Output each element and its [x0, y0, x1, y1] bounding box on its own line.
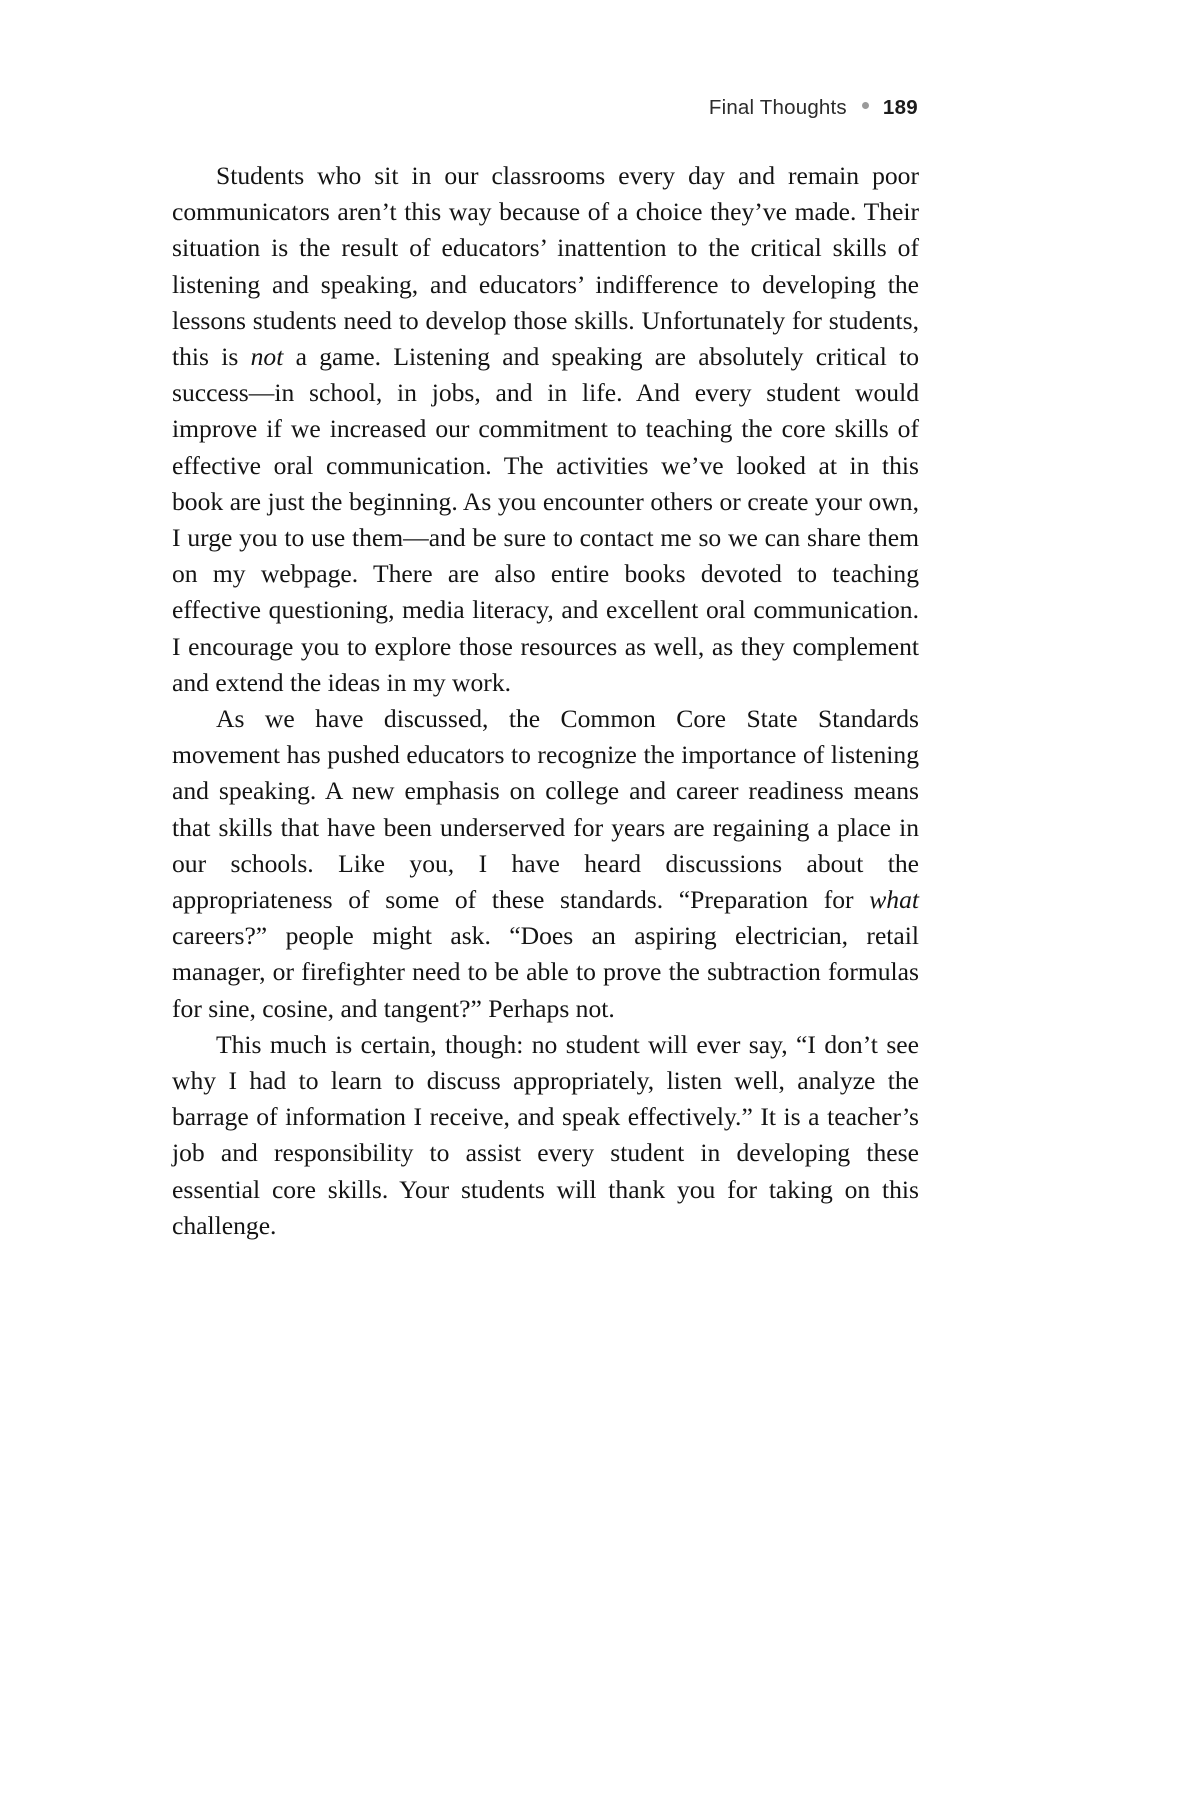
body-text-column — [172, 158, 919, 1244]
running-head — [172, 96, 918, 120]
paragraph-3: This much is certain, though: no student will ever say, “I don’t see why I had to learn to discuss appropriately, listen well, analyze the barrage of information I receive, and speak effectively.” It is a teacher’s job and responsibility to assist every student in developing these essential core skills. Your students will thank you for taking on this challenge. — [172, 1029, 919, 1240]
paragraph-2: As we have discussed, the Common Core State Standards movement has pushed educators to recognize the importance of listening and speaking. A new emphasis on college and career readiness means that skills that have been underserved for years are regaining a place in our schools. Like you, I have heard discussions about the appropriateness of some of these standards. “Preparation for what careers?” people might ask. “Does an aspiring electrician, retail manager, or firefighter need to be able to prove the subtraction formulas for sine, cosine, and tangent?” Perhaps not. — [172, 704, 919, 1023]
page-number: 189 — [882, 96, 918, 119]
bullet-dot-icon — [862, 102, 869, 109]
paragraph-1: Students who sit in our classrooms every day and remain poor communicators aren’t this way because of a choice they’ve made. Their situation is the result of educators’ inattention to the critical skills of listening and speaking, and educators’ indifference to developing the lessons students need to develop those skills. Unfortunately for students, this is not a game. Listening and speaking are absolutely critical to success—in school, in jobs, and in life. And every student would improve if we increased our commitment to teaching the core skills of effective oral communication. The activities we’ve looked at in this book are just the beginning. As you encounter others or create your own, I urge you to use them—and be sure to contact me so we can share them on my webpage. There are also entire books devoted to teaching effective questioning, media literacy, and excellent oral communication. I encourage you to explore those resources as well, as they complement and extend the ideas in my work. — [172, 161, 919, 697]
paragraph-1-emphasis-1: not — [250, 342, 284, 372]
running-head-chapter-title: Final Thoughts — [708, 96, 847, 119]
paragraph-2-emphasis-1: what — [869, 885, 919, 915]
